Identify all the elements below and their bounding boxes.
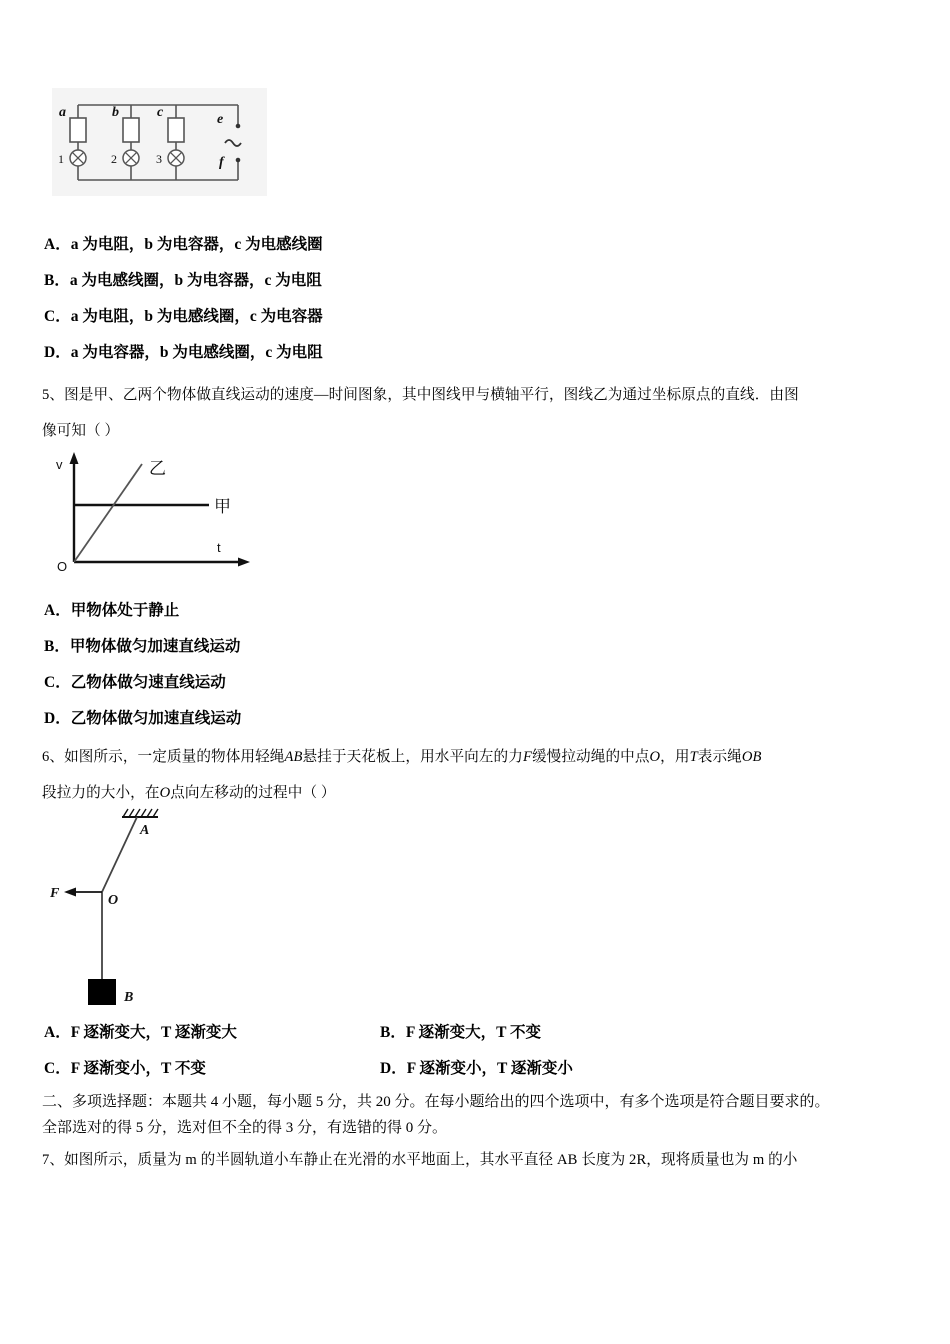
svg-text:t: t [217,540,221,555]
block-b [88,979,116,1005]
terminal-e-dot [236,124,241,129]
q6-option-d: D．F 逐渐变小，T 逐渐变小 [380,1060,573,1077]
q7-stem-line1: 7、如图所示，质量为 m 的半圆轨道小车静止在光滑的水平地面上，其水平直径 AB 长度为 2R，现将质量也为 m 的小 [42,1152,798,1168]
svg-text:O: O [108,893,119,908]
q6-stem-line1 [42,739,762,775]
q6-stem2-seg-2: 点向左移动的过程中（ ） [170,785,336,801]
q6-stem-seg-1: AB [284,749,303,765]
svg-text:b: b [112,105,119,120]
q6-stem-seg-9: OB [741,749,762,765]
q6-stem-seg-6: ，用 [660,749,690,765]
q6-option-b: B．F 逐渐变大，T 不变 [380,1024,542,1041]
ac-circuit-diagram [52,88,267,196]
q6-stem-seg-2: 悬挂于天花板上，用水平向左的力 [302,749,523,765]
svg-text:乙: 乙 [149,459,166,479]
svg-text:F: F [50,886,60,901]
svg-text:O: O [57,559,68,574]
terminal-f-dot [236,158,241,163]
q4-option-c: C．a 为电阻，b 为电感线圈，c 为电容器 [44,308,323,325]
svg-text:B: B [124,990,134,1005]
q5-option-c: C．乙物体做匀速直线运动 [44,674,226,691]
q4-option-a: A．a 为电阻，b 为电容器，c 为电感线圈 [44,236,323,253]
q4-option-b: B．a 为电感线圈，b 为电容器，c 为电阻 [44,272,322,289]
q5-option-a: A．甲物体处于静止 [44,602,180,619]
svg-text:e: e [217,112,224,127]
svg-text:3: 3 [156,152,162,166]
q5-option-d: D．乙物体做匀加速直线运动 [44,710,242,727]
q6-option-c: C．F 逐渐变小，T 不变 [44,1060,206,1077]
rope-ceiling-diagram [40,806,230,1011]
q6-stem-seg-4: 缓慢拉动绳的中点 [531,749,650,765]
section2-line1: 二、多项选择题：本题共 4 小题，每小题 5 分，共 20 分。在每小题给出的四个选项中，有多个选项是符合题目要求的。 [42,1094,830,1110]
q5-option-b: B．甲物体做匀加速直线运动 [44,638,241,655]
svg-text:f: f [219,155,224,170]
q6-stem2-seg-0: 段拉力的大小，在 [42,785,160,801]
svg-text:c: c [157,105,164,120]
svg-text:a: a [59,105,66,120]
q6-stem-seg-5: O [649,749,661,765]
q4-option-d: D．a 为电容器，b 为电感线圈，c 为电阻 [44,344,323,361]
svg-text:2: 2 [111,152,117,166]
section2-line2: 全部选对的得 5 分，选对但不全的得 3 分，有选错的得 0 分。 [42,1120,448,1136]
q6-option-a: A．F 逐渐变大，T 逐渐变大 [44,1024,237,1041]
svg-text:v: v [56,457,63,472]
velocity-time-graph [44,444,264,574]
svg-text:甲: 甲 [214,497,231,517]
ac-source-icon [225,140,241,146]
q6-stem-seg-3: F [522,749,532,765]
q5-stem-line2: 像可知（ ） [42,423,120,439]
q6-stem-seg-8: 表示绳 [697,749,742,765]
svg-text:A: A [140,823,150,838]
q5-stem-line1: 5、图是甲、乙两个物体做直线运动的速度—时间图象，其中图线甲与横轴平行，图线乙为通过坐标原点的直线．由图 [42,387,799,403]
svg-text:1: 1 [58,152,64,166]
q6-stem2-seg-1: O [159,785,171,801]
q6-stem-seg-7: T [689,749,698,765]
q6-stem-seg-0: 6、如图所示，一定质量的物体用轻绳 [42,749,285,765]
